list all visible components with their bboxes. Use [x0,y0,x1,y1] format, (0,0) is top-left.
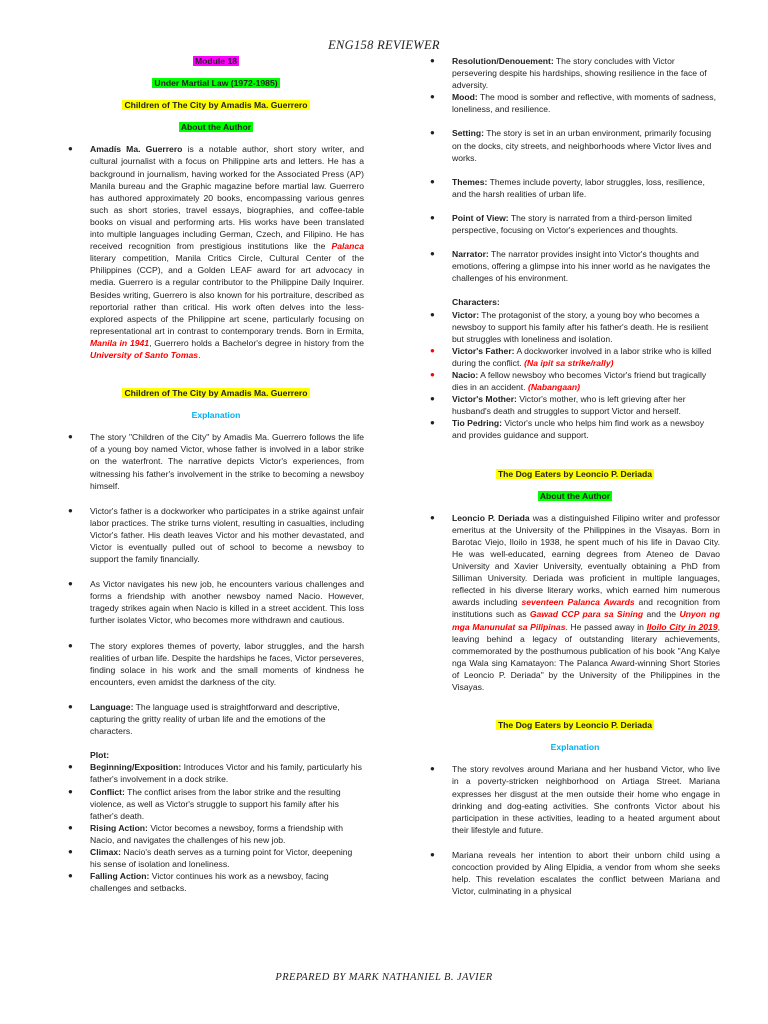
character-text: Victor's uncle who helps him find work as a newsboy and provides guidance and support. [452,418,705,441]
plot-item [68,822,364,846]
school-highlight: University of Santo Tomas [90,349,199,360]
ccp-highlight: Gawad CCP para sa Sining [529,609,644,620]
character-label: Victor's Mother: [452,394,517,405]
bio-text: is a notable author, short story writer, and cultural journalist with a focus on Philippine arts and letters. He has a background in journalism, having worked for the Associated Press (AP) Manila bureau and the Graphic magazine before martial law. Guerrero has authored approximately 20 books, encompassing various genres such as short stories, travel essays, biographies, and coffee-table books on visual and performing arts. His works have been translated into multiple languages including German, Czech, and Filipino. He has received recognition from prestigious institutions like the [90,144,365,252]
bullet-icon: ● [68,786,73,796]
bio-text: and recognition from institutions such as [452,597,720,620]
plot-label: Rising Action: [90,822,148,833]
author-name-2: Leoncio P. Deriada [452,512,530,523]
bio-text: . He passed away in [565,621,647,632]
bullet-icon: ● [430,92,435,102]
element-label: Setting: [452,128,484,139]
bullet-icon: ● [430,512,435,522]
story-title-2: Children of The City by Amadis Ma. Guerrero [124,388,308,399]
explanation-text: Mariana reveals her intention to abort their unborn child using a concoction provided by Aling Elpidia, a vendor from whom she seeks help. This revelation escalates the conflict between Mariana and Victor, culminating in a physical [452,849,720,897]
literary-element [430,55,720,91]
character-note: (Na ipit sa strike/rally) [524,357,614,368]
literary-element [430,127,720,163]
element-text: The story is narrated from a third-person limited perspective, focusing on Victor's experiences and thoughts. [452,212,692,236]
element-label: Resolution/Denouement: [452,56,554,66]
author-bio-2 [430,512,720,693]
explanation-text: Victor's father is a dockworker who participates in a strike against unfair labor practices. The strike turns violent, resulting in casualties, including Victor's father. His death leaves Victor and his mother devastated, and Victor is eventually pulled out of school to become a newsboy to support the family financially. [90,505,364,565]
element-text: Themes include poverty, labor struggles, loss, resilience, and the harsh realities of urban life. [452,176,705,199]
bullet-icon: ● [68,846,73,856]
explanation-text: The story "Children of the City" by Amadis Ma. Guerrero follows the life of a young boy named Victor, whose father is involved in a labor strike on the waterfront. The narrative depicts Victor's experiences, from witnessing his father's involvement in the strike to becoming a newsboy himself. [90,432,364,491]
bullet-icon: ● [430,369,435,379]
bio-text: was a distinguished Filipino writer and professor emeritus at the University of the Philippines in the Visayas. Born in Barotac Viejo, Iloilo in 1938, he spent much of his life in Davao City. He was well-educated, earning degrees from Ateneo de Davao University and Xavier University, eventually obtaining a PhD from Silliman University. Deriada was proficient in multiple languages, reflected in his diverse literary works, which earned him numerous awards including [452,512,720,608]
plot-label: Falling Action: [90,871,150,882]
author-bio [68,143,364,361]
death-highlight: Iloilo City in 2019 [646,621,718,632]
umpil-highlight: Unyon ng mga Manunulat sa Pilipinas [452,609,721,632]
page-header: ENG158 REVIEWER [328,38,440,52]
element-label: Narrator: [452,249,489,260]
bullet-icon: ● [430,394,435,404]
bullet-icon: ● [68,505,73,515]
plot-heading-label: Plot: [90,750,110,761]
bullet-icon: ● [68,822,73,832]
period-heading: Under Martial Law (1972-1985) [154,78,278,89]
character-text: Victor's mother, who is left grieving after her husband's death and struggles to support Victor and herself. [452,394,686,417]
literary-element [430,176,720,200]
bio-text: literary competition, Manila Critics Circle, Cultural Center of the Philippines (CCP), and a Golden LEAF award for art advocacy in media. Guerrero is a regular contributor to the Philippine Daily Inquirer. Besides writing, Guerrero is also known for his portraiture, described as reportorial rather than critical. His work often delves into the less-explored aspects of the Philippine art scene, particularly focusing on representational art in contrast to contemporary trends. Born in Ermita, [90,253,364,336]
explanation-paragraph [68,505,364,565]
character-label: Victor: [452,309,480,320]
character-label: Victor's Father: [452,345,515,356]
bullet-icon: ● [68,701,73,711]
bullet-icon: ● [430,249,435,259]
bullet-icon: ● [68,640,73,650]
explanation-paragraph [68,578,364,626]
character-text: The protagonist of the story, a young boy who becomes a newsboy to support his family after his father's death. He is resilient but struggles with loneliness and isolation. [452,309,709,344]
explanation-heading: Explanation [191,410,241,421]
module-label: Module 18 [194,56,238,66]
character-item [430,309,720,345]
bullet-icon: ● [430,56,435,65]
element-label: Themes: [452,176,488,187]
bullet-icon: ● [430,212,435,222]
character-item [430,369,720,393]
character-text: A fellow newsboy who becomes Victor's friend but tragically dies in an accident. [452,369,707,393]
explanation-paragraph [430,763,720,836]
plot-text: Victor continues his work as a newsboy, facing challenges and setbacks. [90,871,329,894]
right-column [430,55,720,897]
plot-item [68,870,364,894]
about-author-heading: About the Author [180,122,252,133]
bullet-icon: ● [430,128,435,138]
plot-item [68,761,364,785]
plot-text: Introduces Victor and his family, particularly his father's involvement in a dock strike. [90,762,362,785]
bullet-icon: ● [430,176,435,186]
element-text: The story is set in an urban environment, primarily focusing on the docks, city streets, and neighborhoods where Victor lives and works. [452,128,712,163]
plot-heading [68,749,364,761]
awards-highlight: seventeen Palanca Awards [521,597,635,608]
bullet-icon: ● [430,309,435,319]
left-column [68,55,364,894]
character-label: Nacio: [452,369,479,380]
plot-label: Climax: [90,846,122,857]
bullet-icon: ● [430,345,435,355]
character-item [430,345,720,369]
language-label: Language: [90,701,134,712]
bullet-icon: ● [430,849,435,859]
story2-title: The Dog Eaters by Leoncio P. Deriada [497,468,653,479]
palanca-highlight: Palanca [331,241,364,252]
bio-text: , leaving behind a legacy of outstanding literary achievements, commemorated by the posthumous publication of his book "Ang Kalye nga Wala sing Kamatayon: The Palanca Award-winning Short Stories of Leoncio P. Deriada" by the University of the Philippines in the Visayas. [452,621,720,693]
plot-text: The conflict arises from the labor strike and the resulting violence, as well as Victor's struggle to support his family after his father's death. [90,786,341,821]
bullet-icon: ● [430,418,435,428]
element-label: Point of View: [452,212,509,223]
character-item [430,417,720,441]
about-author-heading-2: About the Author [539,490,611,501]
characters-heading [430,296,720,308]
literary-element [430,91,720,115]
element-text: The story concludes with Victor persevering despite his hardships, showing resilience in the face of adversity. [452,56,707,91]
plot-text: Victor becomes a newsboy, forms a friendship with Nacio, and navigates the challenges of his new job. [90,822,343,845]
explanation-paragraph [68,640,364,688]
bullet-icon: ● [68,762,73,772]
plot-label: Beginning/Exposition: [90,762,182,773]
bullet-icon: ● [68,432,73,442]
bio-text: and the [643,609,680,620]
literary-element [430,248,720,284]
story2-title-2: The Dog Eaters by Leoncio P. Deriada [497,720,653,731]
bullet-icon: ● [68,579,73,589]
element-text: The mood is somber and reflective, with moments of sadness, loneliness, and resilience. [452,92,716,115]
explanation-text: The story revolves around Mariana and her husband Victor, who live in a poverty-stricken neighborhood on Artiaga Street. Mariana expresses her disgust at the men outside their home who engage in drinking and dog-eating activities. She confronts Victor about his participation in these activities, leading to a heated argument about their lifestyle and future. [452,764,720,835]
element-text: The narrator provides insight into Victor's thoughts and emotions, offering a glimpse into his inner world as he navigates the challenges of his environment. [452,249,711,284]
characters-heading-label: Characters: [452,297,500,308]
birthplace-highlight: Manila in 1941 [90,337,150,348]
bullet-icon: ● [68,144,73,154]
explanation-paragraph [68,431,364,491]
literary-element [430,212,720,236]
character-text: A dockworker involved in a labor strike who is killed during the conflict. [452,345,712,368]
explanation-heading-2: Explanation [550,742,600,753]
plot-text: Nacio's death serves as a turning point for Victor, deepening his sense of isolation and loneliness. [90,846,353,870]
story-title: Children of The City by Amadis Ma. Guerrero [124,100,308,111]
plot-label: Conflict: [90,786,125,797]
language-item [68,701,364,737]
language-text: The language used is straightforward and descriptive, capturing the gritty reality of urban life and the emotions of the characters. [90,701,340,737]
plot-item [68,786,364,822]
explanation-text: As Victor navigates his new job, he encounters various challenges and forms a friendship with another newsboy named Nacio. However, tragedy strikes again when Nacio is killed in a street accident. This loss further isolates Victor, who becomes more withdrawn and cautious. [90,579,364,626]
bullet-icon: ● [68,871,73,881]
character-label: Tio Pedring: [452,418,502,429]
author-name: Amadís Ma. Guerrero [90,144,183,155]
character-item [430,393,720,417]
plot-item [68,846,364,870]
element-label: Mood: [452,92,478,103]
character-note: (Nabangaan) [527,382,581,393]
explanation-text: The story explores themes of poverty, labor struggles, and the harsh realities of urban life. Despite the hardships he faces, Victor perseveres, finding solace in his work and the small moments of kindness he encounters, even amidst the darkness of the city. [90,640,364,687]
page-footer: PREPARED BY MARK NATHANIEL B. JAVIER [275,972,493,983]
explanation-paragraph [430,849,720,897]
bullet-icon: ● [430,764,435,774]
bio-text: . [198,349,201,360]
bio-text: , Guerrero holds a Bachelor's degree in history from the [149,337,364,348]
